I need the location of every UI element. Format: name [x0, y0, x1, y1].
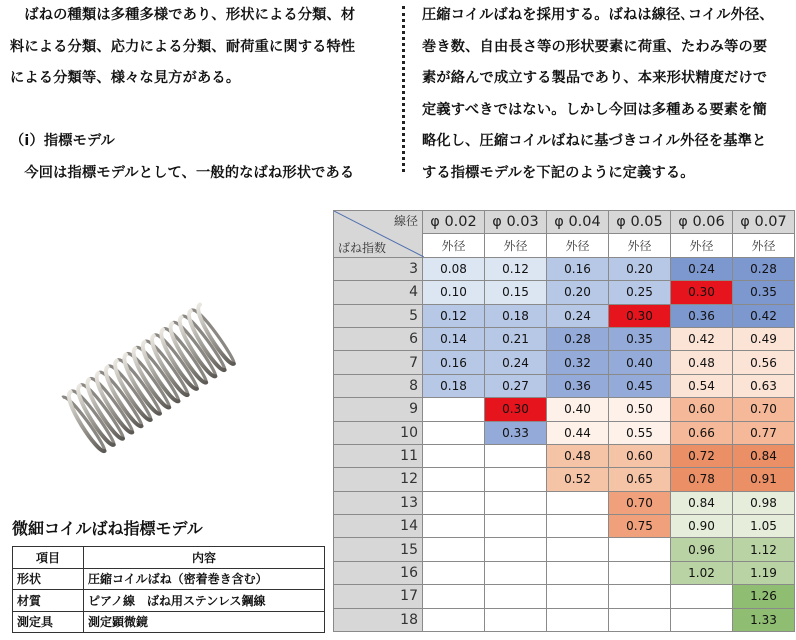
grid-cell: 0.20: [547, 281, 609, 304]
outer-diameter-header: 外径: [733, 234, 795, 257]
grid-cell: 0.65: [609, 468, 671, 491]
spring-index: 4: [334, 281, 423, 304]
grid-cell: [547, 585, 609, 608]
grid-cell: 0.49: [733, 327, 795, 350]
wire-diameter-header: φ 0.07: [733, 211, 795, 234]
spring-index: 10: [334, 421, 423, 444]
grid-cell: 0.21: [485, 327, 547, 350]
grid-header-row: [334, 211, 795, 234]
intro-line: 圧縮コイルばねを採用する。ばねは線径､コイル外径、: [422, 7, 774, 23]
table-header-row: [13, 547, 325, 569]
table-row: [334, 421, 795, 444]
grid-cell: [671, 608, 733, 631]
row-key: 材質: [13, 590, 84, 612]
grid-cell: 0.36: [671, 304, 733, 327]
grid-cell: 0.96: [671, 538, 733, 561]
table-row: [334, 491, 795, 514]
section-heading: （ⅰ）指標モデル: [10, 133, 116, 150]
wire-diameter-header: φ 0.04: [547, 211, 609, 234]
wire-diameter-header: φ 0.05: [609, 211, 671, 234]
table-row: [334, 468, 795, 491]
grid-cell: [423, 561, 485, 584]
table-row: [13, 568, 325, 590]
model-title: 微細コイルばね指標モデル: [12, 519, 203, 538]
intro-line: する指標モデルを下記のように定義する。: [422, 164, 695, 181]
spring-index: 14: [334, 515, 423, 538]
grid-cell: [423, 468, 485, 491]
header-content: 内容: [84, 547, 325, 569]
grid-cell: 0.32: [547, 351, 609, 374]
spring-index: 12: [334, 468, 423, 491]
grid-cell: [485, 491, 547, 514]
wire-diameter-header: φ 0.02: [423, 211, 485, 234]
grid-cell: [547, 561, 609, 584]
table-row: [334, 398, 795, 421]
spring-index: 8: [334, 374, 423, 397]
grid-cell: 0.42: [671, 327, 733, 350]
grid-cell: 0.55: [609, 421, 671, 444]
grid-cell: 1.05: [733, 515, 795, 538]
grid-cell: 0.25: [609, 281, 671, 304]
row-value: ピアノ線 ばね用ステンレス鋼線: [84, 590, 325, 612]
grid-cell: [547, 538, 609, 561]
grid-cell: [485, 585, 547, 608]
intro-line: ばねの種類は多種多様であり、形状による分類、材: [10, 7, 356, 23]
grid-cell: 0.15: [485, 281, 547, 304]
intro-right-column: [422, 0, 792, 190]
table-row: [13, 611, 325, 633]
outer-diameter-header: 外径: [609, 234, 671, 257]
outer-diameter-header: 外径: [485, 234, 547, 257]
grid-cell: 0.28: [547, 327, 609, 350]
grid-cell: 0.27: [485, 374, 547, 397]
spring-index: 18: [334, 608, 423, 631]
grid-cell: 0.42: [733, 304, 795, 327]
grid-cell: [547, 491, 609, 514]
grid-cell: 0.40: [609, 351, 671, 374]
table-row: [334, 327, 795, 350]
table-row: [13, 590, 325, 612]
coil-spring-image: [26, 282, 266, 482]
table-row: [334, 608, 795, 631]
spring-index: 7: [334, 351, 423, 374]
grid-cell: 0.30: [671, 281, 733, 304]
spring-index: 11: [334, 444, 423, 467]
grid-cell: 0.35: [609, 327, 671, 350]
corner-label-wire: 線径: [393, 214, 418, 228]
grid-cell: 0.24: [671, 257, 733, 280]
spring-index: 15: [334, 538, 423, 561]
grid-cell: 0.90: [671, 515, 733, 538]
grid-cell: 0.77: [733, 421, 795, 444]
table-row: [334, 585, 795, 608]
grid-cell: 0.18: [485, 304, 547, 327]
corner-label-index: ばね指数: [338, 240, 387, 255]
grid-cell: 0.75: [609, 515, 671, 538]
grid-cell: 0.36: [547, 374, 609, 397]
column-divider: [402, 6, 405, 172]
grid-cell: 0.70: [733, 398, 795, 421]
grid-cell: 0.56: [733, 351, 795, 374]
grid-cell: [609, 585, 671, 608]
grid-cell: 0.30: [609, 304, 671, 327]
grid-cell: 0.14: [423, 327, 485, 350]
grid-cell: [547, 608, 609, 631]
grid-cell: 0.12: [423, 304, 485, 327]
grid-cell: [423, 398, 485, 421]
row-value: 測定顕微鏡: [84, 611, 325, 633]
grid-cell: 0.10: [423, 281, 485, 304]
grid-cell: 0.48: [547, 444, 609, 467]
intro-line: 料による分類、応力による分類、耐荷重に関する特性: [10, 38, 356, 55]
grid-cell: 0.24: [485, 351, 547, 374]
grid-cell: 0.40: [547, 398, 609, 421]
intro-line: 定義すべきではない。しかし今回は多種ある要素を簡: [422, 101, 768, 118]
intro-line: 巻き数、自由長さ等の形状要素に荷重、たわみ等の要: [422, 38, 768, 55]
grid-cell: 0.35: [733, 281, 795, 304]
grid-cell: 0.45: [609, 374, 671, 397]
grid-cell: 1.02: [671, 561, 733, 584]
spring-index: 5: [334, 304, 423, 327]
table-row: [334, 561, 795, 584]
grid-cell: [423, 421, 485, 444]
grid-cell: [547, 515, 609, 538]
grid-corner: [334, 211, 423, 258]
grid-cell: 0.20: [609, 257, 671, 280]
wire-diameter-header: φ 0.03: [485, 211, 547, 234]
table-row: [334, 538, 795, 561]
spring-index: 3: [334, 257, 423, 280]
wire-diameter-header: φ 0.06: [671, 211, 733, 234]
model-table: [12, 546, 325, 633]
grid-cell: [423, 491, 485, 514]
row-key: 測定具: [13, 611, 84, 633]
grid-cell: 0.84: [733, 444, 795, 467]
grid-cell: [609, 561, 671, 584]
spring-diameter-grid: [333, 210, 795, 632]
grid-cell: 0.60: [671, 398, 733, 421]
table-row: [334, 351, 795, 374]
grid-cell: 0.98: [733, 491, 795, 514]
grid-cell: [485, 515, 547, 538]
grid-cell: [423, 608, 485, 631]
grid-cell: 0.50: [609, 398, 671, 421]
grid-cell: [485, 561, 547, 584]
grid-cell: 0.16: [547, 257, 609, 280]
spring-index: 13: [334, 491, 423, 514]
spring-index: 9: [334, 398, 423, 421]
grid-cell: 0.70: [609, 491, 671, 514]
spring-index: 17: [334, 585, 423, 608]
intro-line: [10, 95, 390, 127]
spring-index: 16: [334, 561, 423, 584]
grid-cell: 0.08: [423, 257, 485, 280]
grid-cell: [609, 608, 671, 631]
intro-line: による分類等、様々な見方がある。: [10, 70, 241, 87]
table-row: [334, 281, 795, 304]
grid-cell: [609, 538, 671, 561]
grid-cell: 0.24: [547, 304, 609, 327]
table-row: [334, 257, 795, 280]
grid-cell: 1.33: [733, 608, 795, 631]
grid-cell: 0.52: [547, 468, 609, 491]
intro-left-column: [10, 0, 390, 190]
grid-cell: [671, 585, 733, 608]
header-item: 項目: [13, 547, 84, 569]
outer-diameter-header: 外径: [671, 234, 733, 257]
intro-line: 今回は指標モデルとして、一般的なばね形状である: [10, 164, 355, 181]
grid-cell: 0.72: [671, 444, 733, 467]
grid-cell: [485, 538, 547, 561]
grid-cell: 0.66: [671, 421, 733, 444]
grid-cell: 0.91: [733, 468, 795, 491]
grid-cell: 0.78: [671, 468, 733, 491]
row-value: 圧縮コイルばね（密着巻き含む）: [84, 568, 325, 590]
grid-cell: [423, 585, 485, 608]
intro-line: 略化し、圧縮コイルばねに基づきコイル外径を基準と: [422, 133, 767, 150]
table-row: [334, 374, 795, 397]
grid-cell: 0.54: [671, 374, 733, 397]
grid-cell: [423, 444, 485, 467]
outer-diameter-header: 外径: [547, 234, 609, 257]
spring-index: 6: [334, 327, 423, 350]
grid-cell: 0.28: [733, 257, 795, 280]
grid-cell: 0.63: [733, 374, 795, 397]
grid-cell: 0.16: [423, 351, 485, 374]
intro-line: 素が絡んで成立する製品であり、本来形状精度だけで: [422, 70, 768, 87]
grid-cell: 0.44: [547, 421, 609, 444]
grid-cell: 1.12: [733, 538, 795, 561]
row-key: 形状: [13, 568, 84, 590]
grid-cell: [485, 444, 547, 467]
grid-cell: [485, 608, 547, 631]
grid-cell: 1.19: [733, 561, 795, 584]
grid-cell: 0.30: [485, 398, 547, 421]
grid-cell: 0.60: [609, 444, 671, 467]
grid-cell: 0.33: [485, 421, 547, 444]
grid-cell: 0.18: [423, 374, 485, 397]
grid-cell: [423, 515, 485, 538]
table-row: [334, 515, 795, 538]
outer-diameter-header: 外径: [423, 234, 485, 257]
grid-cell: [423, 538, 485, 561]
grid-cell: 0.12: [485, 257, 547, 280]
table-row: [334, 304, 795, 327]
grid-cell: 0.84: [671, 491, 733, 514]
grid-cell: 1.26: [733, 585, 795, 608]
grid-cell: [485, 468, 547, 491]
grid-cell: 0.48: [671, 351, 733, 374]
table-row: [334, 444, 795, 467]
